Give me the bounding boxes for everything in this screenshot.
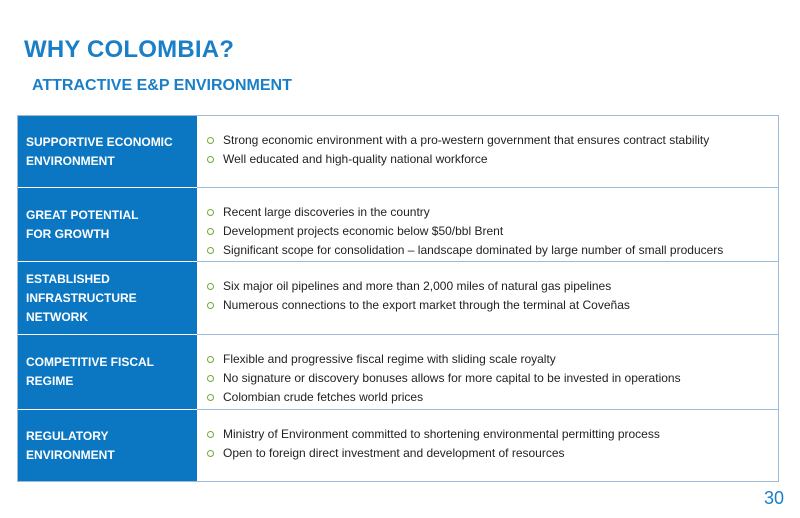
bullet-item: Six major oil pipelines and more than 2,000 miles of natural gas pipelines: [206, 277, 778, 296]
row-label-regulatory: [18, 410, 197, 481]
label-line: REGULATORY: [26, 428, 109, 443]
bullet-item: Open to foreign direct investment and development of resources: [206, 444, 778, 463]
bullet-item: Development projects economic below $50/bbl Brent: [206, 222, 778, 241]
row-content-growth: [197, 188, 778, 262]
row-label-infrastructure: [18, 262, 197, 335]
row-content-infrastructure: [197, 262, 778, 335]
bullet-item: Numerous connections to the export market through the terminal at Coveñas: [206, 296, 778, 315]
label-line: ESTABLISHED: [26, 271, 110, 286]
bullet-item: Significant scope for consolidation – landscape dominated by large number of small producers: [206, 241, 778, 260]
label-line: NETWORK: [26, 309, 88, 324]
row-label-economic: [18, 116, 197, 188]
environment-table: [17, 115, 779, 482]
row-label-growth: [18, 188, 197, 262]
row-content-economic: [197, 116, 778, 188]
bullet-item: Well educated and high-quality national workforce: [206, 150, 778, 169]
label-line: INFRASTRUCTURE: [26, 290, 137, 305]
label-line: GREAT POTENTIAL: [26, 207, 139, 222]
row-content-fiscal: [197, 335, 778, 410]
row-content-regulatory: [197, 410, 778, 481]
label-line: SUPPORTIVE ECONOMIC: [26, 134, 173, 149]
bullet-item: Recent large discoveries in the country: [206, 203, 778, 222]
bullet-item: Colombian crude fetches world prices: [206, 388, 778, 407]
label-line: COMPETITIVE FISCAL: [26, 355, 155, 369]
label-line: FOR GROWTH: [26, 226, 110, 241]
label-line: REGIME: [26, 374, 74, 388]
bullet-item: Ministry of Environment committed to shortening environmental permitting process: [206, 425, 778, 444]
row-label-fiscal: [18, 335, 197, 410]
bullet-item: No signature or discovery bonuses allows for more capital to be invested in operations: [206, 369, 778, 388]
slide-subtitle: ATTRACTIVE E&P ENVIRONMENT: [32, 77, 292, 94]
slide-title: WHY COLOMBIA?: [24, 36, 235, 63]
page-number: 30: [763, 488, 784, 508]
bullet-item: Flexible and progressive fiscal regime with sliding scale royalty: [206, 350, 778, 369]
label-line: ENVIRONMENT: [26, 447, 115, 462]
bullet-item: Strong economic environment with a pro-western government that ensures contract stability: [206, 131, 778, 150]
label-line: ENVIRONMENT: [26, 153, 115, 168]
